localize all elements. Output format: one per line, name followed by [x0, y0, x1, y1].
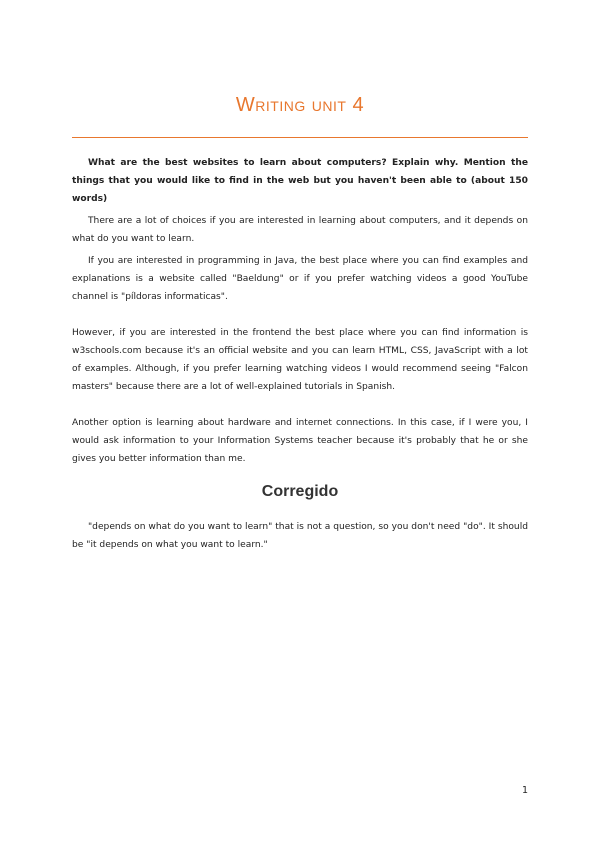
title-divider [72, 137, 528, 138]
correction-heading: Corregido [261, 483, 339, 500]
paragraph-3: However, if you are interested in the frontend the best place where you can find information is w3schools.com because it's an official website and you can learn HTML, CSS, JavaScript with a lot of examples. Although, if you prefer learning watching videos I would recommend seeing "Falcon masters" because there are a lot of well-explained tutorials in Spanish. [72, 328, 528, 392]
correction-text: "depends on what do you want to learn" that is not a question, so you don't need "do". It should be "it depends on what you want to learn." [72, 522, 528, 550]
paragraph-1: There are a lot of choices if you are interested in learning about computers, and it depends on what do you want to learn. [72, 216, 528, 244]
paragraph-2: If you are interested in programming in Java, the best place where you can find examples and explanations is a website called "Baeldung" or if you prefer watching videos a good YouTube channel is "píldoras informaticas". [72, 256, 528, 302]
document-body [72, 154, 528, 554]
page-number: 1 [521, 785, 528, 796]
paragraph-4: Another option is learning about hardware and internet connections. In this case, if I were you, I would ask information to your Information Systems teacher because it's probably that he or she gives you better information than me. [72, 418, 528, 464]
document-title: Writing unit 4 [235, 94, 365, 116]
question-prompt: What are the best websites to learn about computers? Explain why. Mention the things that you would like to find in the web but you haven't been able to (about 150 words) [72, 158, 528, 204]
